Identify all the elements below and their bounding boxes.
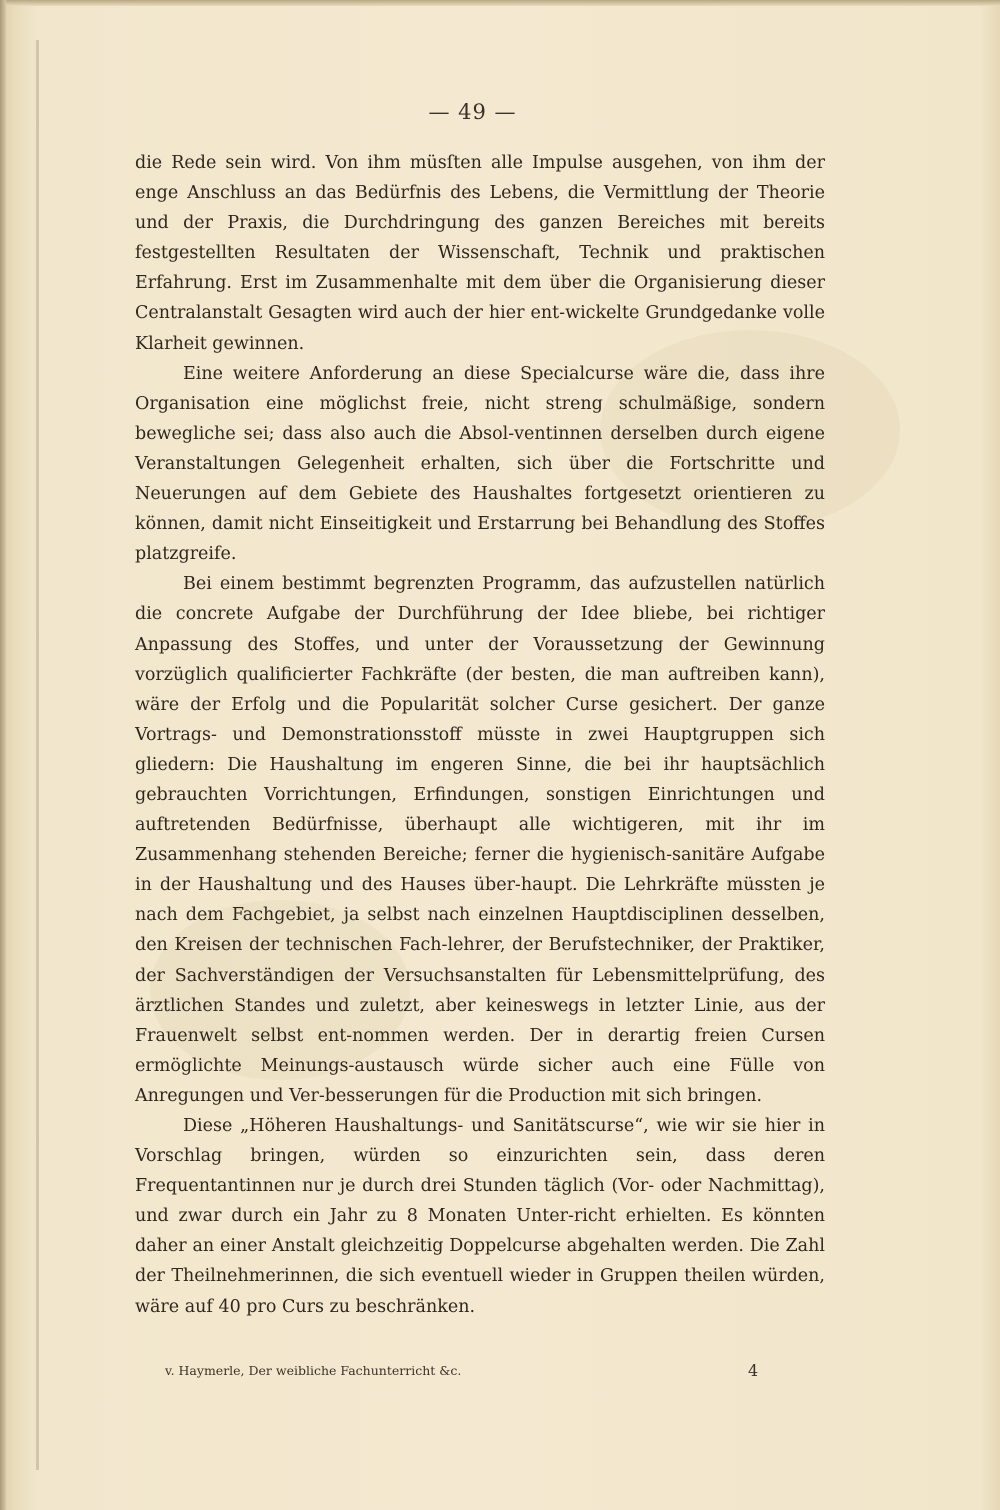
gutter-shadow xyxy=(36,40,39,1470)
page-number: — 49 — xyxy=(428,100,517,124)
signature-mark: 4 xyxy=(748,1361,759,1380)
paragraph: Eine weitere Anforderung an diese Specialcurse wäre die, dass ihre Organisation eine möglichst freie, nicht streng schulmäßige, sondern bewegliche sei; dass also auch die Absol‑ventinnen derselben durch eigene Veranstaltungen Gelegenheit erhalten, sich über die Fortschritte und Neuerungen auf dem Gebiete des Haushaltes fortgesetzt orientieren zu können, damit nicht Einseitigkeit und Erstarrung bei Behandlung des Stoffes platzgreife. xyxy=(135,363,825,565)
page-top-edge xyxy=(0,0,1000,6)
paragraph: Diese „Höheren Haushaltungs‑ und Sanitätscurse“, wie wir sie hier in Vorschlag bringen, würden so einzurichten sein, dass deren Frequentantinnen nur je durch drei Stunden täglich (Vor‑ oder Nachmittag), und zwar durch ein Jahr zu 8 Monaten Unter‑richt erhielten. Es könnten daher an einer Anstalt gleichzeitig Doppelcurse abgehalten werden. Die Zahl der Theilnehmerinnen, die sich eventuell wieder in Gruppen theilen würden, wäre auf 40 pro Curs zu beschränken. xyxy=(135,1116,825,1317)
book-spine-edge xyxy=(0,0,6,1510)
footer-citation: v. Haymerle, Der weibliche Fachunterricht &c. xyxy=(165,1363,462,1378)
paragraph: Bei einem bestimmt begrenzten Programm, das aufzustellen natürlich die concrete Aufgabe der Durchführung der Idee bliebe, bei richtiger Anpassung des Stoffes, und unter der Voraussetzung der Gewinnung vorzüglich qualificierter Fachkräfte (der besten, die man auftreiben kann), wäre der Erfolg und die Popularität solcher Curse gesichert. Der ganze Vortrags‑ und Demonstrationsstoff müsste in zwei Hauptgruppen sich gliedern: Die Haushaltung im engeren Sinne, die bei ihr hauptsächlich gebrauchten Vorrichtungen, Erfindungen, sonstigen Einrichtungen und auftretenden Bedürfnisse, überhaupt alle wichtigeren, mit ihr im Zusammenhang stehenden Bereiche; ferner die hygienisch‑sanitäre Aufgabe in der Haushaltung und des Hauses über‑haupt. Die Lehrkräfte müssten je nach dem Fachgebiet, ja selbst nach einzelnen Hauptdisciplinen desselben, den Kreisen der technischen Fach‑lehrer, der Berufstechniker, der Praktiker, der Sachverständigen der Versuchsanstalten für Lebensmittelprüfung, des ärztlichen Standes und zuletzt, aber keineswegs in letzter Linie, aus der Frauenwelt selbst ent‑nommen werden. Der in derartig freien Cursen ermöglichte Meinungs‑austausch würde sicher auch eine Fülle von Anregungen und Ver‑besserungen für die Production mit sich bringen. xyxy=(135,574,825,1106)
paragraph: die Rede sein wird. Von ihm müsſten alle Impulse ausgehen, von ihm der enge Anschluss an das Bedürfnis des Lebens, die Vermittlung der Theorie und der Praxis, die Durchdringung des ganzen Bereiches mit bereits festgestellten Resultaten der Wissenschaft, Technik und praktischen Erfahrung. Erst im Zusammenhalte mit dem über die Organisierung dieser Centralanstalt Gesagten wird auch der hier ent‑wickelte Grundgedanke volle Klarheit gewinnen. xyxy=(135,153,825,354)
body-text xyxy=(135,148,825,1322)
